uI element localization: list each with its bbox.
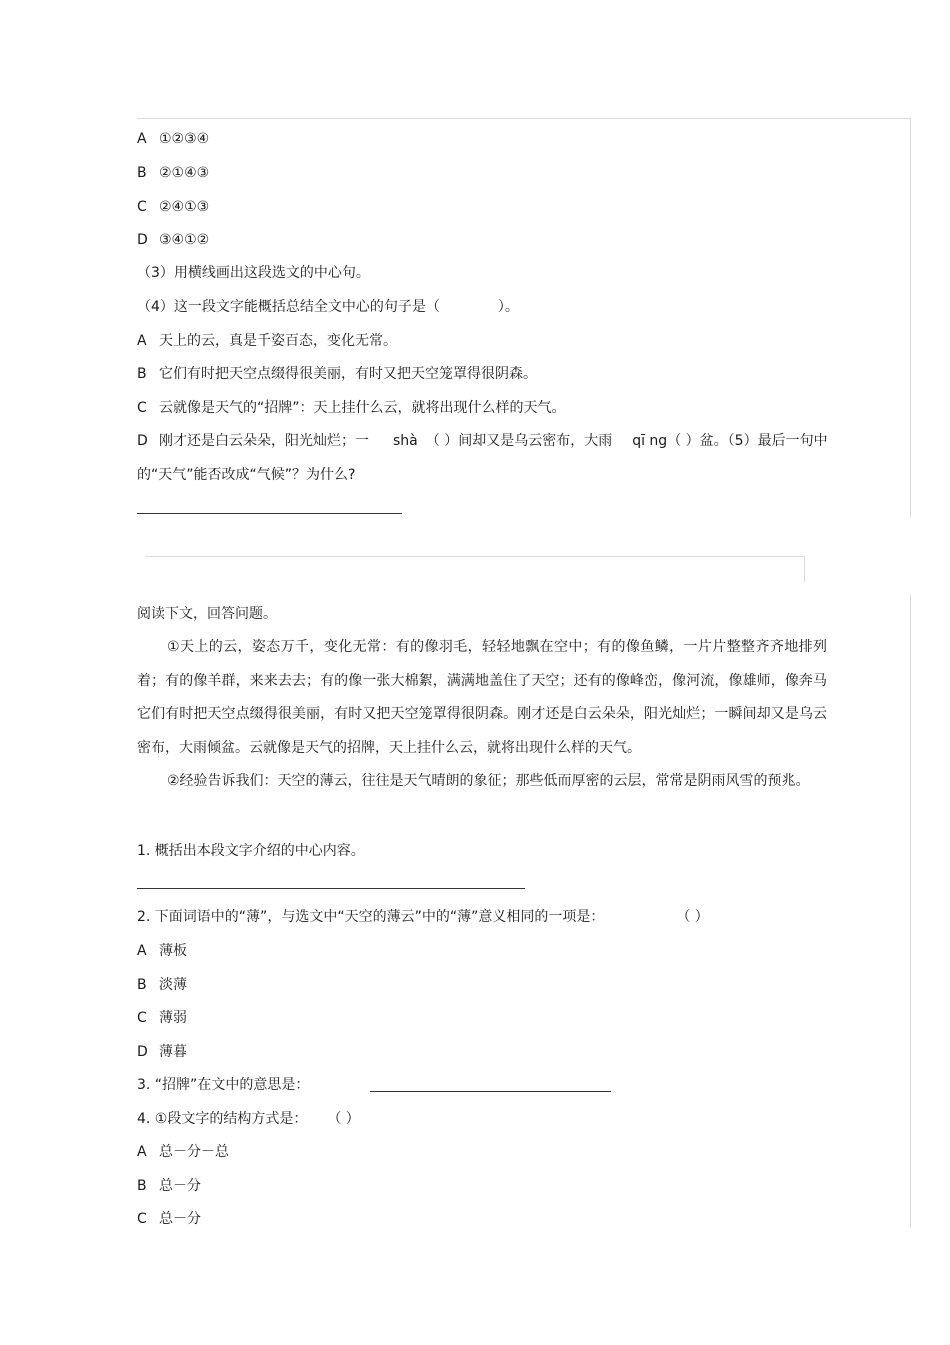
answer-blank-2[interactable]: [137, 888, 525, 889]
s2-question-4: 4. ①段文字的结构方式是： （ ）: [137, 1111, 360, 1127]
s2-q4-option-a: A 总－分－总: [137, 1144, 229, 1160]
frame-right-line-1: [910, 118, 911, 518]
s2-q2-option-a: A 薄板: [137, 943, 187, 959]
question-4: （4）这一段文字能概括总结全文中心的句子是（ ）。: [137, 299, 519, 315]
option-c-order: C ②④①③: [137, 199, 210, 215]
q4-option-b: B 它们有时把天空点缀得很美丽，有时又把天空笼罩得很阴森。: [137, 366, 537, 382]
frame-top-line: [137, 118, 911, 119]
s2-q4-option-c: C 总－分: [137, 1211, 201, 1227]
s2-question-3: 3. “招牌”在文中的意思是：: [137, 1077, 310, 1093]
frame-right-line-2: [910, 594, 911, 1228]
pinyin-qing: qī ng: [632, 433, 668, 449]
option-a-order: A ①②③④: [137, 131, 210, 147]
question-3: （3）用横线画出这段选文的中心句。: [137, 265, 370, 281]
s2-q2-option-c: C 薄弱: [137, 1010, 187, 1026]
s2-q4-option-b: B 总－分: [137, 1178, 201, 1194]
s2-q2-option-d: D 薄暮: [137, 1044, 187, 1060]
option-b-order: B ②①④③: [137, 165, 210, 181]
frame-middle-right: [804, 556, 805, 582]
answer-blank-1[interactable]: [137, 513, 402, 514]
reading-paragraph-2: ②经验告诉我们：天空的薄云，往往是天气晴朗的象征；那些低而厚密的云层，常常是阴雨风雪的预兆。: [167, 773, 810, 789]
reading-paragraph-1: ①天上的云，姿态万千，变化无常：有的像羽毛，轻轻地飘在空中；有的像鱼鳞，一片片整整齐齐地排列着；有的像羊群，来来去去；有的像一张大棉絮，满满地盖住了天空；还有的像峰峦，像河流，像雄师，像奔马它们有时把天空点缀得很美丽，有时又把天空笼罩得很阴森。刚才还是白云朵朵，阳光灿烂；一瞬间却又是乌云密布，大雨倾盆。云就像是天气的招牌，天上挂什么云，就将出现什么样的天气。: [137, 639, 827, 756]
s2-question-2: 2. 下面词语中的“薄”，与选文中“天空的薄云”中的“薄”意义相同的一项是： （ ）: [137, 909, 709, 925]
q4-option-d-line1: D 刚才还是白云朵朵，阳光灿烂；一 shà （ ）间却又是乌云密布，大雨 qī ng（ ）盆。（5）最后一句中: [137, 433, 828, 449]
option-d-order: D ③④①②: [137, 232, 210, 248]
answer-blank-3[interactable]: [370, 1091, 611, 1092]
s2-q2-option-b: B 淡薄: [137, 977, 187, 993]
s2-question-1: 1. 概括出本段文字介绍的中心内容。: [137, 843, 365, 859]
q4-option-a: A 天上的云，真是千姿百态，变化无常。: [137, 333, 397, 349]
q4-option-d-line2: 的“天气”能否改成“气候”？为什么?: [137, 467, 356, 483]
pinyin-sha: shà: [393, 433, 418, 449]
frame-middle-line: [145, 556, 805, 557]
reading-intro: 阅读下文，回答问题。: [137, 606, 277, 622]
q4-option-c: C 云就像是天气的“招牌”：天上挂什么云，就将出现什么样的天气。: [137, 400, 566, 416]
